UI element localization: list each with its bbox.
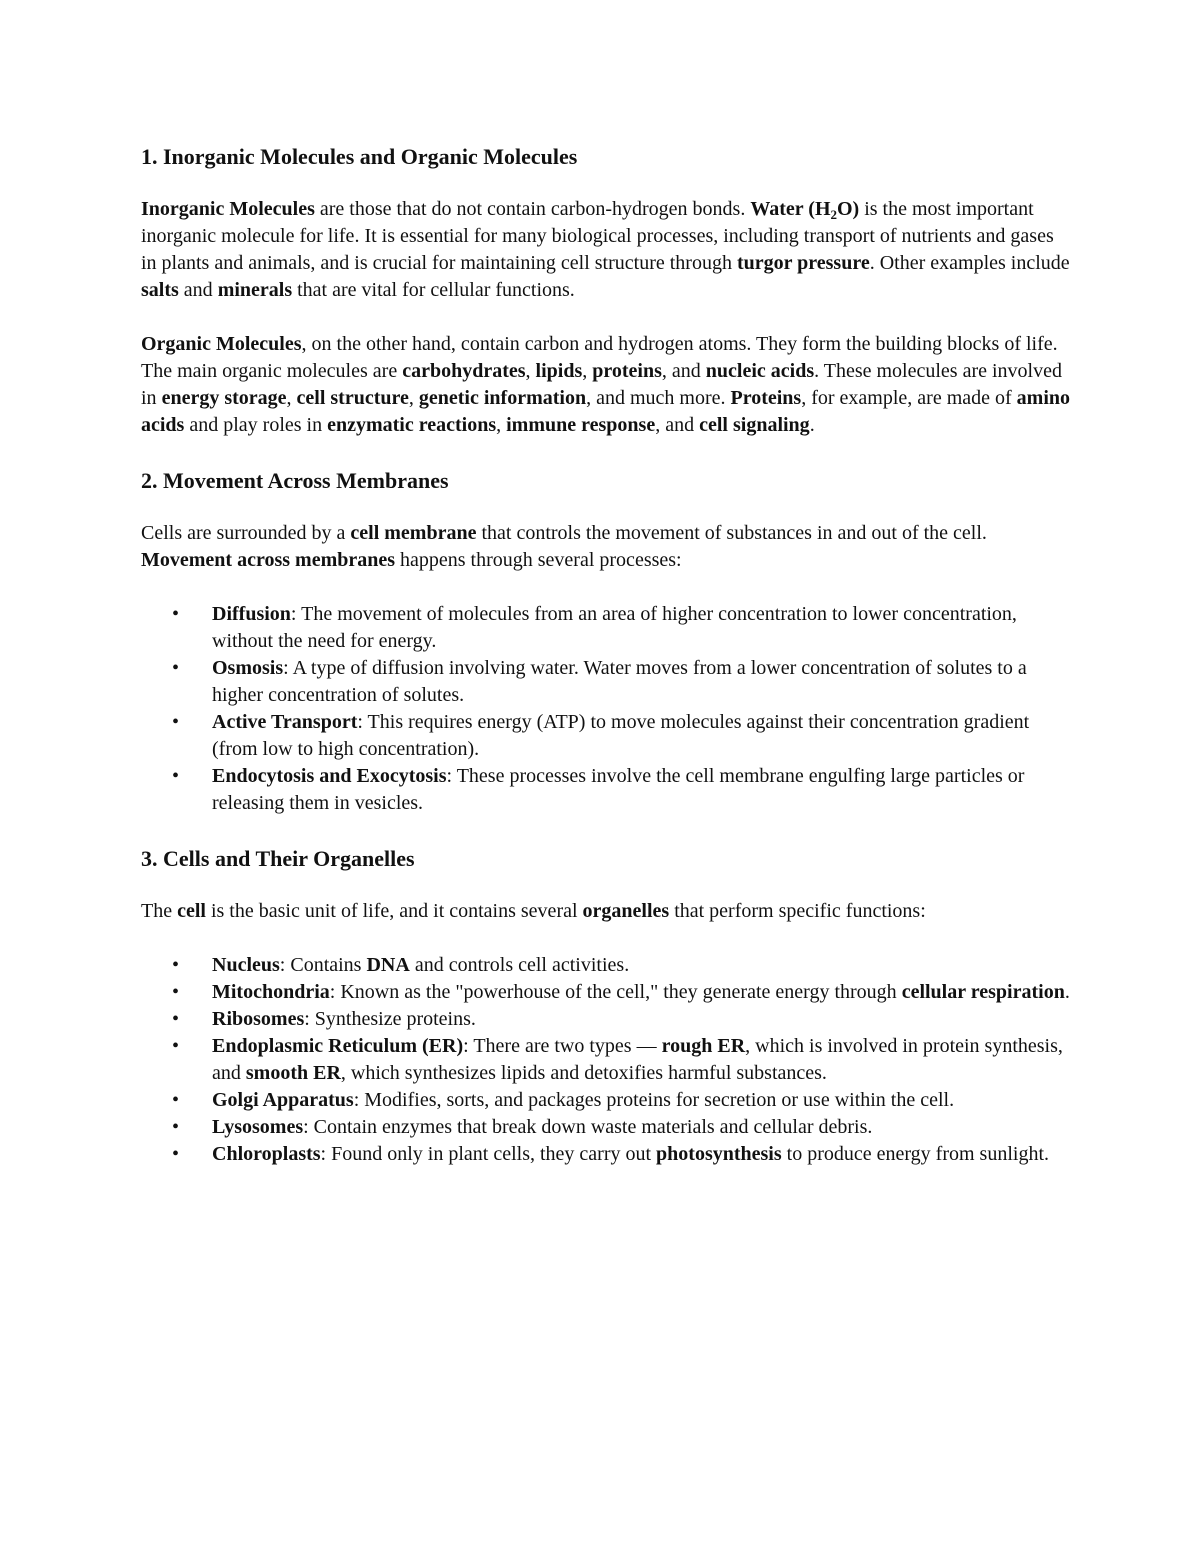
- text-run: Cells are surrounded by a: [141, 522, 351, 544]
- bold-text: smooth ER: [245, 1062, 341, 1084]
- text-run: that are vital for cellular functions.: [292, 279, 575, 301]
- text-run: ,: [408, 387, 419, 409]
- bold-text: genetic information: [418, 387, 587, 409]
- list-item-text: [212, 1008, 476, 1030]
- list-item: [141, 1114, 1071, 1141]
- bold-text: amino acids: [141, 387, 1071, 436]
- bold-text: cell: [177, 900, 206, 922]
- text-run: : There are two types —: [463, 1035, 662, 1057]
- bold-text: Golgi Apparatus: [212, 1089, 354, 1111]
- bold-text: Diffusion: [212, 603, 291, 625]
- bold-text: Organic Molecules: [141, 333, 302, 355]
- text-run: : Synthesize proteins.: [304, 1008, 476, 1030]
- bold-text: cell signaling: [699, 414, 810, 436]
- list-item-text: [212, 657, 1027, 706]
- text-run: : Known as the "powerhouse of the cell," they generate energy through: [329, 981, 902, 1003]
- paragraph: [141, 331, 1071, 439]
- section-movement-across-membranes: [141, 466, 1071, 817]
- text-run: : The movement of molecules from an area of higher concentration to lower concentration, without the need for energy.: [212, 603, 1017, 652]
- text-run: ,: [525, 360, 536, 382]
- bullet-icon: •: [172, 1116, 180, 1138]
- text-run: , on the other hand, contain carbon and hydrogen atoms. They form the building blocks of life. The main organic molecules are: [141, 333, 1058, 382]
- text-run: to produce energy from sunlight.: [781, 1143, 1050, 1165]
- bold-text: DNA: [366, 954, 410, 976]
- list-item-text: [212, 1089, 954, 1111]
- subscript-text: 2: [830, 207, 837, 222]
- list-item-text: [212, 711, 1029, 760]
- bold-text: lipids: [535, 360, 583, 382]
- text-run: : Modifies, sorts, and packages proteins for secretion or use within the cell.: [353, 1089, 955, 1111]
- list-item: [141, 763, 1071, 817]
- bold-text: Mitochondria: [212, 981, 330, 1003]
- text-run: are those that do not contain carbon-hydrogen bonds.: [314, 198, 751, 220]
- document-body: [141, 142, 1071, 1195]
- bold-text: Active Transport: [212, 711, 358, 733]
- text-run: .: [809, 414, 815, 436]
- text-run: , for example, are made of: [801, 387, 1017, 409]
- bullet-icon: •: [172, 765, 180, 787]
- bold-text: Inorganic Molecules: [141, 198, 315, 220]
- bullet-icon: •: [172, 603, 180, 625]
- list-item-text: [212, 1035, 1063, 1084]
- section-cells-organelles: [141, 844, 1071, 1168]
- bullet-icon: •: [172, 711, 180, 733]
- list-item: [141, 601, 1071, 655]
- bold-text: Proteins: [730, 387, 802, 409]
- list-item: [141, 1141, 1071, 1168]
- text-run: that perform specific functions:: [669, 900, 926, 922]
- bullet-icon: •: [172, 1143, 180, 1165]
- bold-text: Osmosis: [212, 657, 284, 679]
- text-run: and play roles in: [184, 414, 328, 436]
- bullet-icon: •: [172, 1008, 180, 1030]
- list-item-text: [212, 981, 1070, 1003]
- text-run: : This requires energy (ATP) to move molecules against their concentration gradient (from low to high concentration).: [212, 711, 1030, 760]
- list-item: [141, 1006, 1071, 1033]
- bold-text: Nucleus: [212, 954, 280, 976]
- list-item: [141, 952, 1071, 979]
- list-item: [141, 1033, 1071, 1087]
- list-item: [141, 709, 1071, 763]
- text-run: ,: [496, 414, 507, 436]
- text-run: , which synthesizes lipids and detoxifies harmful substances.: [340, 1062, 827, 1084]
- bullet-list: [141, 601, 1071, 817]
- paragraph: [141, 520, 1071, 574]
- text-run: : These processes involve the cell membrane engulfing large particles or releasing them in vesicles.: [212, 765, 1025, 814]
- bold-text: Endoplasmic Reticulum (ER): [212, 1035, 464, 1057]
- bold-text: Chloroplasts: [212, 1143, 321, 1165]
- bold-text: cell structure: [296, 387, 409, 409]
- bold-text: Lysosomes: [212, 1116, 304, 1138]
- text-run: . Other examples include: [869, 252, 1070, 274]
- list-item-text: [212, 1116, 872, 1138]
- text-run: , and much more.: [586, 387, 731, 409]
- text-run: , and: [661, 360, 706, 382]
- list-item: [141, 1087, 1071, 1114]
- bold-text: cellular respiration: [901, 981, 1065, 1003]
- list-item: [141, 655, 1071, 709]
- bold-text: O): [837, 198, 860, 220]
- text-run: , and: [655, 414, 700, 436]
- bullet-icon: •: [172, 1035, 180, 1057]
- section-heading: 2. Movement Across Membranes: [141, 468, 449, 493]
- list-item-text: [212, 954, 629, 976]
- text-run: happens through several processes:: [395, 549, 682, 571]
- text-run: : Found only in plant cells, they carry out: [320, 1143, 657, 1165]
- bullet-icon: •: [172, 981, 180, 1003]
- text-run: that controls the movement of substances in and out of the cell.: [476, 522, 987, 544]
- text-run: is the basic unit of life, and it contains several: [205, 900, 583, 922]
- list-item-text: [212, 1143, 1049, 1165]
- paragraph: [141, 196, 1071, 304]
- list-item-text: [212, 603, 1017, 652]
- bold-text: Movement across membranes: [141, 549, 396, 571]
- bold-text: minerals: [217, 279, 293, 301]
- text-run: . These molecules are involved in: [141, 360, 1062, 409]
- bold-text: turgor pressure: [736, 252, 870, 274]
- text-run: : Contains: [279, 954, 367, 976]
- text-run: ,: [286, 387, 297, 409]
- bold-text: carbohydrates: [402, 360, 526, 382]
- bold-text: energy storage: [161, 387, 287, 409]
- section-heading: 3. Cells and Their Organelles: [141, 846, 415, 871]
- bold-text: organelles: [582, 900, 670, 922]
- bold-text: salts: [141, 279, 179, 301]
- text-run: : A type of diffusion involving water. Water moves from a lower concentration of solutes to a higher concentration of solutes.: [212, 657, 1027, 706]
- bold-text: photosynthesis: [656, 1143, 782, 1165]
- bold-text: rough ER: [661, 1035, 746, 1057]
- section-inorganic-organic: [141, 142, 1071, 439]
- bold-text: immune response: [506, 414, 656, 436]
- bold-text: Water (H: [750, 198, 831, 220]
- bold-text: enzymatic reactions: [327, 414, 497, 436]
- bold-text: nucleic acids: [705, 360, 815, 382]
- section-heading: 1. Inorganic Molecules and Organic Molecules: [141, 144, 578, 169]
- text-run: is the most important inorganic molecule for life. It is essential for many biological processes, including transport of nutrients and gases in plants and animals, and is crucial for maintaining cell structure through: [141, 198, 1054, 274]
- bold-text: Endocytosis and Exocytosis: [212, 765, 447, 787]
- text-run: The: [141, 900, 178, 922]
- text-run: and controls cell activities.: [409, 954, 630, 976]
- list-item-text: [212, 765, 1024, 814]
- bold-text: proteins: [592, 360, 662, 382]
- text-run: , which is involved in protein synthesis, and: [212, 1035, 1063, 1084]
- bullet-icon: •: [172, 1089, 180, 1111]
- text-run: and: [178, 279, 218, 301]
- paragraph: [141, 898, 1071, 925]
- bold-text: cell membrane: [350, 522, 477, 544]
- bullet-list: [141, 952, 1071, 1168]
- bold-text: Ribosomes: [212, 1008, 305, 1030]
- bullet-icon: •: [172, 657, 180, 679]
- list-item: [141, 979, 1071, 1006]
- bullet-icon: •: [172, 954, 180, 976]
- text-run: : Contain enzymes that break down waste materials and cellular debris.: [303, 1116, 873, 1138]
- text-run: .: [1064, 981, 1070, 1003]
- text-run: ,: [582, 360, 593, 382]
